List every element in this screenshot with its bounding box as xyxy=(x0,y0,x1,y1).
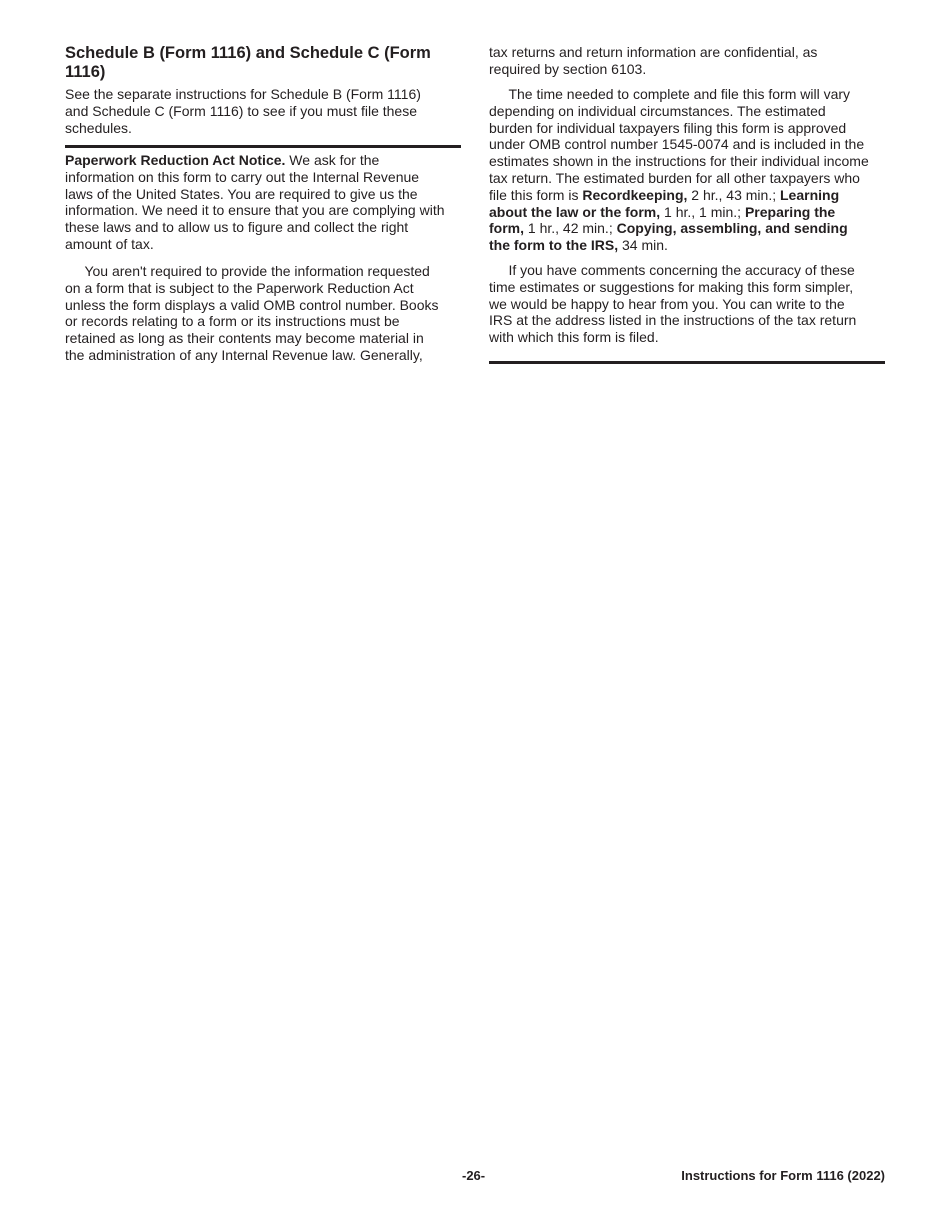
text: See the separate instructions for Schedule B (Form 1116) xyxy=(65,86,421,102)
text-line xyxy=(489,279,856,296)
text-line xyxy=(489,187,869,204)
text-line xyxy=(65,313,439,330)
text-line xyxy=(65,63,431,82)
text: tax return. The estimated burden for all other taxpayers who xyxy=(489,169,860,186)
document-title: Instructions for Form 1116 (2022) xyxy=(681,1168,885,1183)
text: You aren't required to provide the information requested xyxy=(65,263,430,279)
text: the administration of any Internal Revenue law. Generally, xyxy=(65,346,423,363)
text-line xyxy=(489,120,869,137)
text-line xyxy=(489,262,856,279)
bold-text: form, xyxy=(489,220,524,237)
text: required by section 6103. xyxy=(489,60,647,77)
text: We ask for the xyxy=(285,152,380,168)
text: If you have comments concerning the accuracy of these xyxy=(489,262,855,278)
text-line xyxy=(489,44,817,61)
text-line xyxy=(65,330,439,347)
text-line xyxy=(65,263,439,280)
bold-text: Learning xyxy=(780,186,840,203)
text: 1 hr., 42 min.; xyxy=(524,220,617,237)
bold-text: Copying, assembling, and sending xyxy=(616,220,848,237)
text: 2 hr., 43 min.; xyxy=(687,186,780,203)
bold-text: Schedule B (Form 1116) and Schedule C (Form xyxy=(65,44,431,62)
text-line xyxy=(65,236,445,253)
burden-paragraph xyxy=(489,86,869,254)
text-line xyxy=(489,220,869,237)
text: IRS at the address listed in the instructions of the tax return xyxy=(489,312,857,329)
text-line xyxy=(489,153,869,170)
text: and Schedule C (Form 1116) to see if you must file these xyxy=(65,102,417,119)
confidential-paragraph xyxy=(489,44,817,78)
text: estimates shown in the instructions for their individual income xyxy=(489,153,869,170)
text: amount of tax. xyxy=(65,235,154,252)
text: depending on individual circumstances. The estimated xyxy=(489,102,826,119)
text: under OMB control number 1545-0074 and is included in the xyxy=(489,136,865,153)
text: file this form is xyxy=(489,186,583,203)
comments-paragraph xyxy=(489,262,856,346)
text-line xyxy=(65,103,421,120)
text-line xyxy=(489,86,869,103)
text-line xyxy=(65,186,445,203)
bold-text: the form to the IRS, xyxy=(489,237,619,254)
page-number: -26- xyxy=(462,1168,486,1183)
text-line xyxy=(489,296,856,313)
text-line xyxy=(65,86,421,103)
section-heading xyxy=(65,44,431,81)
text-line xyxy=(65,152,445,169)
text: information on this form to carry out the Internal Revenue xyxy=(65,168,420,185)
text-line xyxy=(65,44,431,63)
bold-text: about the law or the form, xyxy=(489,203,661,220)
text-line xyxy=(489,237,869,254)
bold-text: 1116) xyxy=(65,62,106,81)
text-line xyxy=(489,61,817,78)
text-line xyxy=(489,204,869,221)
text-line xyxy=(65,169,445,186)
text: retained as long as their contents may become material in xyxy=(65,330,424,347)
bold-text: Paperwork Reduction Act Notice. xyxy=(65,152,286,168)
text: laws of the United States. You are required to give us the xyxy=(65,185,418,202)
omb-paragraph xyxy=(65,263,439,364)
text: time estimates or suggestions for making this form simpler, xyxy=(489,278,854,295)
schedules-paragraph xyxy=(65,86,421,136)
text: on a form that is subject to the Paperwork Reduction Act xyxy=(65,279,414,296)
bold-text: Recordkeeping, xyxy=(582,186,688,203)
section-divider xyxy=(65,145,461,148)
text: 1 hr., 1 min.; xyxy=(660,203,745,220)
text: 34 min. xyxy=(618,237,668,254)
text-line xyxy=(65,120,421,137)
text: The time needed to complete and file this form will vary xyxy=(489,86,851,102)
text-line xyxy=(489,103,869,120)
text: unless the form displays a valid OMB control number. Books xyxy=(65,296,439,313)
end-divider xyxy=(489,361,885,364)
paperwork-notice-paragraph xyxy=(65,152,445,253)
text-line xyxy=(65,219,445,236)
text: or records relating to a form or its instructions must be xyxy=(65,313,400,330)
text-line xyxy=(489,136,869,153)
text-line xyxy=(489,329,856,346)
text-line xyxy=(65,202,445,219)
text: information. We need it to ensure that you are complying with xyxy=(65,202,445,219)
text: with which this form is filed. xyxy=(489,329,659,346)
text: burden for individual taxpayers filing this form is approved xyxy=(489,119,847,136)
text-line xyxy=(489,170,869,187)
text-line xyxy=(65,280,439,297)
text: these laws and to allow us to figure and collect the right xyxy=(65,219,409,236)
text: tax returns and return information are confidential, as xyxy=(489,44,818,60)
text-line xyxy=(65,297,439,314)
text: we would be happy to hear from you. You can write to the xyxy=(489,295,845,312)
text-line xyxy=(489,312,856,329)
bold-text: Preparing the xyxy=(744,203,836,220)
text-line xyxy=(65,347,439,364)
text: schedules. xyxy=(65,119,132,136)
